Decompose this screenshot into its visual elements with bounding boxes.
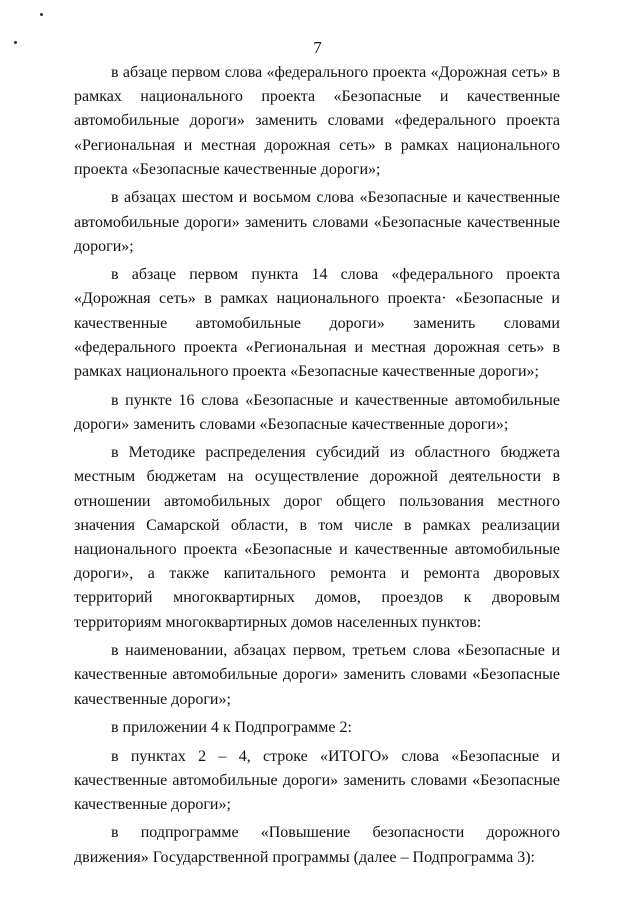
paragraph: в наименовании, абзацах первом, третьем слова «Безопасные и качественные автомобильные дороги» заменить словами «Безопасные качественные дороги»; <box>74 642 560 708</box>
paragraph: в пункте 16 слова «Безопасные и качественные автомобильные дороги» заменить словами «Безопасные качественные дороги»; <box>74 391 560 433</box>
page-number: 7 <box>313 38 322 57</box>
paragraph: в абзаце первом пункта 14 слова «федерального проекта «Дорожная сеть» в рамках национального проекта· «Безопасные и качественные автомобильные дороги» заменить словами «федерального проекта «Региональная и местная дорожная сеть» в рамках национального проекта «Безопасные качественные дороги»; <box>74 266 560 381</box>
document-body <box>74 61 560 874</box>
paragraph: в пунктах 2 – 4, строке «ИТОГО» слова «Безопасные и качественные автомобильные дороги» заменить словами «Безопасные качественные дороги»; <box>74 747 560 813</box>
paragraph: в приложении 4 к Подпрограмме 2: <box>111 719 352 737</box>
scan-speck <box>14 41 17 44</box>
scan-speck <box>40 13 43 16</box>
paragraph: в Методике распределения субсидий из областного бюджета местным бюджетам на осуществление дорожной деятельности в отношении автомобильных дорог общего пользования местного значения Самарской области, в том числе в рамках реализации национального проекта «Безопасные и качественные автомобильные дороги», а также капитального ремонта и ремонта дворовых территорий многоквартирных домов, проездов к дворовым территориям многоквартирных домов населенных пунктов: <box>74 444 560 631</box>
paragraph: в абзацах шестом и восьмом слова «Безопасные и качественные автомобильные дороги» заменить словами «Безопасные качественные дороги»; <box>74 189 560 255</box>
paragraph: в абзаце первом слова «федерального проекта «Дорожная сеть» в рамках национального проекта «Безопасные и качественные автомобильные дороги» заменить словами «федерального проекта «Региональная и местная дорожная сеть» в рамках национального проекта «Безопасные качественные дороги»; <box>74 64 560 178</box>
paragraph: в подпрограмме «Повышение безопасности дорожного движения» Государственной программы (далее – Подпрограмма 3): <box>74 824 560 866</box>
